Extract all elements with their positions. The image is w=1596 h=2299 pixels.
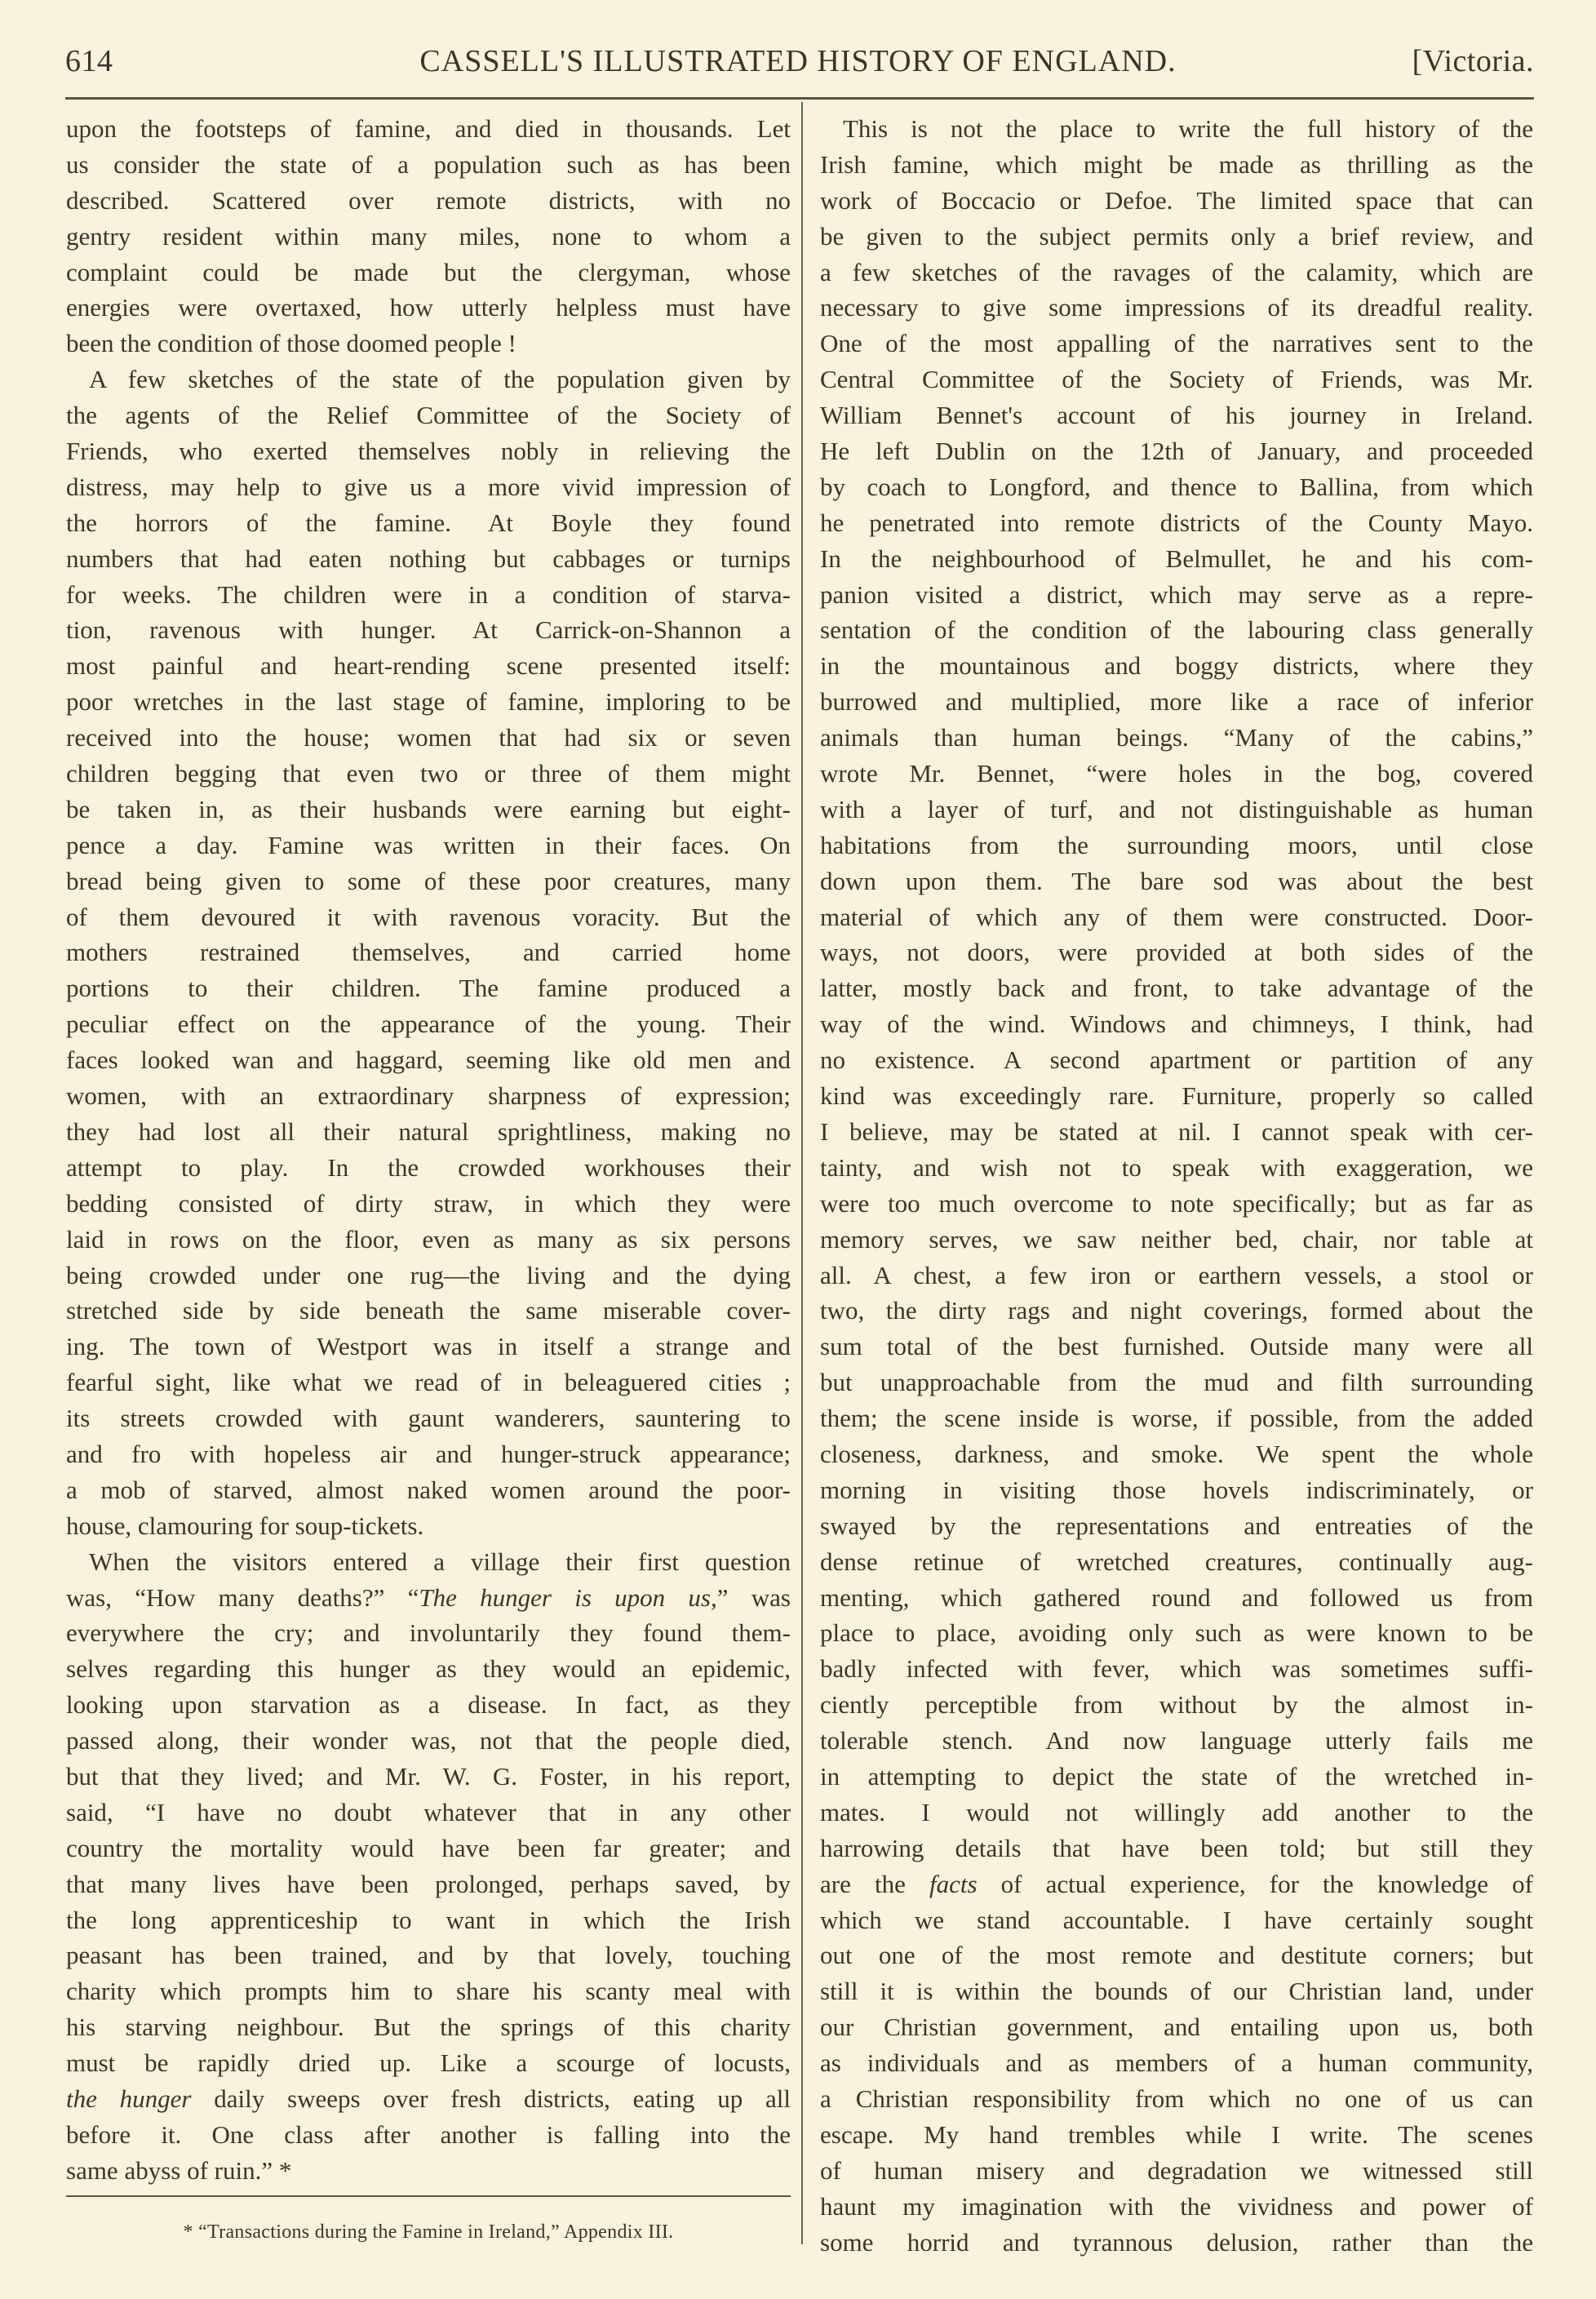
text-line: us consider the state of a population such as has been (66, 149, 791, 179)
text-line: a mob of starved, almost naked women around the poor- (66, 1475, 791, 1504)
text-line: distress, may help to give us a more vivid impression of (66, 472, 791, 501)
text-line: necessary to give some impressions of its dreadful reality. (820, 293, 1533, 322)
text-line: mates. I would not willingly add another to the (820, 1797, 1533, 1826)
text-line: ing. The town of Westport was in itself a strange and (66, 1332, 791, 1361)
text-line: portions to their children. The famine produced a (66, 974, 791, 1003)
text-line: charity which prompts him to share his scanty meal with (66, 1977, 791, 2006)
text-line: animals than human beings. “Many of the cabins,” (820, 723, 1533, 752)
text-line: kind was exceedingly rare. Furniture, properly so called (820, 1081, 1533, 1111)
text-line: before it. One class after another is falling into the (66, 2119, 791, 2149)
text-line: sum total of the best furnished. Outside many were all (820, 1332, 1533, 1361)
text-line: country the mortality would have been far greater; and (66, 1833, 791, 1862)
text-line: upon the footsteps of famine, and died in thousands. Let (66, 114, 791, 143)
text-line: everywhere the cry; and involuntarily they found them- (66, 1618, 791, 1648)
text-line: women, with an extraordinary sharpness of expression; (66, 1081, 791, 1111)
text-line: they had lost all their natural sprightliness, making no (66, 1116, 791, 1146)
text-line: in attempting to depict the state of the wretched in- (820, 1761, 1533, 1791)
text-line: the agents of the Relief Committee of the Society of (66, 401, 791, 430)
text-line: for weeks. The children were in a condition of starva- (66, 579, 791, 609)
text-line: material of which any of them were constructed. Door- (820, 902, 1533, 931)
text-line: menting, which gathered round and followed us from (820, 1582, 1533, 1612)
text-line: latter, mostly back and front, to take advantage of the (820, 974, 1533, 1003)
footnote: * “Transactions during the Famine in Ireland,” Appendix III. (183, 2221, 674, 2243)
text-line: by coach to Longford, and thence to Ballina, from which (820, 472, 1533, 501)
text-line: which we stand accountable. I have certainly sought (820, 1905, 1533, 1934)
text-line: was, “How many deaths?” “The hunger is upon us,” was (66, 1582, 791, 1612)
section-label: [Victoria. (1412, 44, 1534, 78)
text-line: said, “I have no doubt whatever that in any other (66, 1797, 791, 1826)
italic-text: The hunger is upon us, (419, 1582, 717, 1612)
text-line: tolerable stench. And now language utterly fails me (820, 1726, 1533, 1755)
text-line: still it is within the bounds of our Christian land, under (820, 1977, 1533, 2006)
text-line: in the mountainous and boggy districts, where they (820, 651, 1533, 681)
text-line: peasant has been trained, and by that lovely, touching (66, 1941, 791, 1970)
text-line: and fro with hopeless air and hunger-struck appearance; (66, 1439, 791, 1468)
text-line: morning in visiting those hovels indiscriminately, or (820, 1475, 1533, 1504)
text-line: are the facts of actual experience, for the knowledge of (820, 1869, 1533, 1898)
text-line: the horrors of the famine. At Boyle they found (66, 508, 791, 537)
text-line: described. Scattered over remote districts, with no (66, 185, 791, 215)
right-column (820, 111, 1533, 2260)
text-line: a few sketches of the ravages of the calamity, which are (820, 257, 1533, 286)
text-line: stretched side by side beneath the same miserable cover- (66, 1296, 791, 1325)
text-line: pence a day. Famine was written in their faces. On (66, 830, 791, 859)
column-divider (801, 102, 803, 2244)
text-line: panion visited a district, which may serve as a repre- (820, 579, 1533, 609)
text-line: harrowing details that have been told; but still they (820, 1833, 1533, 1862)
running-title: CASSELL'S ILLUSTRATED HISTORY OF ENGLAND. (419, 44, 1177, 78)
text-line: passed along, their wonder was, not that the people died, (66, 1726, 791, 1755)
text-line: been the condition of those doomed people ! (66, 329, 516, 358)
text-line: two, the dirty rags and night coverings, formed about the (820, 1296, 1533, 1325)
text-line: bedding consisted of dirty straw, in which they were (66, 1188, 791, 1218)
left-column (66, 111, 791, 2189)
text-line: looking upon starvation as a disease. In fact, as they (66, 1690, 791, 1720)
header-rule (65, 97, 1534, 100)
text-line: attempt to play. In the crowded workhouses their (66, 1152, 791, 1182)
text-line: I believe, may be stated at nil. I cannot speak with cer- (820, 1116, 1533, 1146)
text-line: Irish famine, which might be made as thrilling as the (820, 149, 1533, 179)
text-line: no existence. A second apartment or partition of any (820, 1045, 1533, 1075)
text-line: faces looked wan and haggard, seeming like old men and (66, 1045, 791, 1075)
text-line: the long apprenticeship to want in which the Irish (66, 1905, 791, 1934)
text-line: must be rapidly dried up. Like a scourge of locusts, (66, 2048, 791, 2078)
text-line: Friends, who exerted themselves nobly in relieving the (66, 437, 791, 466)
text-line: swayed by the representations and entreaties of the (820, 1511, 1533, 1540)
text-line: his starving neighbour. But the springs of this charity (66, 2013, 791, 2042)
text-line: its streets crowded with gaunt wanderers, sauntering to (66, 1404, 791, 1433)
text-line: William Bennet's account of his journey in Ireland. (820, 401, 1533, 430)
text-line: poor wretches in the last stage of famine, imploring to be (66, 687, 791, 717)
text-line: work of Boccacio or Defoe. The limited space that can (820, 185, 1533, 215)
text-line: complaint could be made but the clergyman, whose (66, 257, 791, 286)
text-line: some horrid and tyrannous delusion, rather than the (820, 2227, 1533, 2257)
text-line: out one of the most remote and destitute corners; but (820, 1941, 1533, 1970)
text-line: A few sketches of the state of the population given by (89, 365, 791, 394)
text-line: bread being given to some of these poor creatures, many (66, 866, 791, 895)
text-line: but that they lived; and Mr. W. G. Foster, in his report, (66, 1761, 791, 1791)
text-line: with a layer of turf, and not distinguishable as human (820, 794, 1533, 823)
page-number: 614 (65, 44, 113, 78)
text-line: He left Dublin on the 12th of January, and proceeded (820, 437, 1533, 466)
text-line: be given to the subject permits only a brief review, and (820, 221, 1533, 251)
text-line: were too much overcome to note specifically; but as far as (820, 1188, 1533, 1218)
text-line: most painful and heart-rending scene presented itself: (66, 651, 791, 681)
text-line: peculiar effect on the appearance of the young. Their (66, 1010, 791, 1039)
text-line: badly infected with fever, which was sometimes suffi- (820, 1654, 1533, 1684)
text-line: numbers that had eaten nothing but cabbages or turnips (66, 544, 791, 573)
text-line: When the visitors entered a village their first question (89, 1547, 791, 1576)
text-line: selves regarding this hunger as they would an epidemic, (66, 1654, 791, 1684)
text-line: sentation of the condition of the labouring class generally (820, 615, 1533, 645)
text-line: of them devoured it with ravenous voracity. But the (66, 902, 791, 931)
text-line: This is not the place to write the full history of the (843, 114, 1533, 143)
text-line: In the neighbourhood of Belmullet, he and his com- (820, 544, 1533, 573)
text-line: mothers restrained themselves, and carried home (66, 938, 791, 967)
text-line: tainty, and wish not to speak with exaggeration, we (820, 1152, 1533, 1182)
text-line: ways, not doors, were provided at both sides of the (820, 938, 1533, 967)
italic-text: the hunger (66, 2084, 192, 2113)
text-line: them; the scene inside is worse, if possible, from the added (820, 1404, 1533, 1433)
text-line: habitations from the surrounding moors, until close (820, 830, 1533, 859)
text-line: One of the most appalling of the narratives sent to the (820, 329, 1533, 358)
text-line: escape. My hand trembles while I write. The scenes (820, 2119, 1533, 2149)
text-line: he penetrated into remote districts of the County Mayo. (820, 508, 1533, 537)
text-line: closeness, darkness, and smoke. We spent the whole (820, 1439, 1533, 1468)
text-line: children begging that even two or three of them might (66, 759, 791, 788)
text-line: received into the house; women that had six or seven (66, 723, 791, 752)
text-line: that many lives have been prolonged, perhaps saved, by (66, 1869, 791, 1898)
text-line: energies were overtaxed, how utterly helpless must have (66, 293, 791, 322)
text-line: place to place, avoiding only such as were known to be (820, 1618, 1533, 1648)
italic-text: facts (929, 1869, 978, 1898)
text-line: all. A chest, a few iron or earthern vessels, a stool or (820, 1260, 1533, 1289)
text-line: way of the wind. Windows and chimneys, I think, had (820, 1010, 1533, 1039)
text-line: Central Committee of the Society of Friends, was Mr. (820, 365, 1533, 394)
text-line: the hunger daily sweeps over fresh districts, eating up all (66, 2084, 791, 2113)
text-line: of human misery and degradation we witnessed still (820, 2155, 1533, 2185)
text-line: be taken in, as their husbands were earning but eight- (66, 794, 791, 823)
text-line: down upon them. The bare sod was about the best (820, 866, 1533, 895)
text-line: dense retinue of wretched creatures, continually aug- (820, 1547, 1533, 1576)
text-line: haunt my imagination with the vividness and power of (820, 2191, 1533, 2221)
text-line: as individuals and as members of a human community, (820, 2048, 1533, 2078)
text-line: wrote Mr. Bennet, “were holes in the bog, covered (820, 759, 1533, 788)
text-line: gentry resident within many miles, none to whom a (66, 221, 791, 251)
text-line: house, clamouring for soup-tickets. (66, 1511, 424, 1540)
text-line: our Christian government, and entailing upon us, both (820, 2013, 1533, 2042)
text-line: laid in rows on the floor, even as many as six persons (66, 1224, 791, 1254)
text-line: a Christian responsibility from which no one of us can (820, 2084, 1533, 2113)
text-line: same abyss of ruin.” * (66, 2155, 292, 2185)
text-line: memory serves, we saw neither bed, chair, nor table at (820, 1224, 1533, 1254)
footnote-rule (66, 2195, 791, 2197)
text-line: being crowded under one rug—the living and the dying (66, 1260, 791, 1289)
text-line: ciently perceptible from without by the almost in- (820, 1690, 1533, 1720)
text-line: fearful sight, like what we read of in beleaguered cities ; (66, 1368, 791, 1397)
text-line: tion, ravenous with hunger. At Carrick-on-Shannon a (66, 615, 791, 645)
text-line: burrowed and multiplied, more like a race of inferior (820, 687, 1533, 717)
text-line: but unapproachable from the mud and filth surrounding (820, 1368, 1533, 1397)
